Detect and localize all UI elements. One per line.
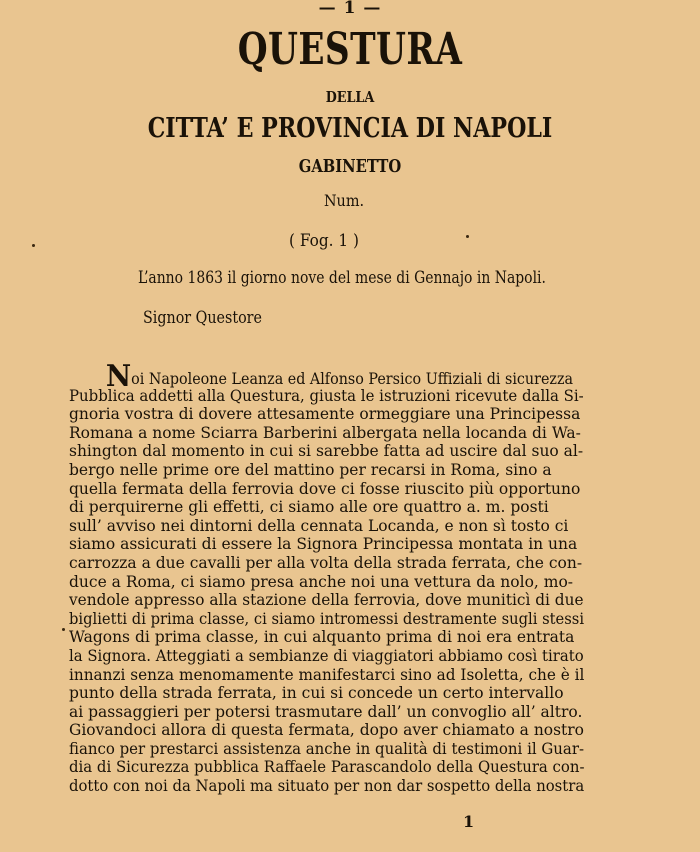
body-line: shington dal momento in cui si sarebbe fatta ad uscire dal suo al- bbox=[69, 442, 584, 461]
office-heading: GABINETTO bbox=[298, 156, 402, 177]
paper-speck bbox=[62, 628, 65, 631]
document-title: QUESTURA bbox=[237, 24, 463, 75]
body-line: la Signora. Atteggiati a sembianze di viaggiatori abbiamo così tirato bbox=[69, 646, 584, 665]
body-line: punto della strada ferrata, in cui si concede un certo intervallo bbox=[69, 684, 564, 703]
body-line: sull’ avviso nei dintorni della cennata Locanda, e non sì tosto ci bbox=[69, 516, 569, 535]
body-line: di perquirerne gli effetti, ci siamo alle ore quattro a. m. posti bbox=[69, 498, 549, 517]
signature-number: 1 bbox=[463, 812, 475, 831]
body-line: fianco per prestarci assistenza anche in qualità di testimoni il Guar- bbox=[69, 739, 585, 758]
page-number: — 1 — bbox=[318, 0, 382, 18]
body-line: Noi Napoleone Leanza ed Alfonso Persico Uffiziali di sicurezza bbox=[105, 359, 574, 394]
city-heading: CITTA’ E PROVINCIA DI NAPOLI bbox=[147, 113, 553, 144]
body-line: dia di Sicurezza pubblica Raffaele Parascandolo della Questura con- bbox=[69, 758, 585, 777]
salutation: Signor Questore bbox=[143, 308, 262, 328]
fog-label: ( Fog. 1 ) bbox=[289, 231, 359, 251]
body-line: ai passaggieri per potersi trasmutare dall’ un convoglio all’ altro. bbox=[69, 702, 583, 721]
body-line: innanzi senza menomamente manifestarci sino ad Isoletta, che è il bbox=[69, 665, 585, 684]
body-line: Romana a nome Sciarra Barberini albergata nella locanda di Wa- bbox=[69, 423, 581, 442]
body-line: bergo nelle prime ore del mattino per recarsi in Roma, sino a bbox=[69, 460, 552, 479]
body-line: quella fermata della ferrovia dove ci fosse riuscito più opportuno bbox=[69, 479, 581, 498]
body-line: dotto con noi da Napoli ma situato per non dar sospetto della nostra bbox=[69, 777, 585, 796]
body-line: biglietti di prima classe, ci siamo intromessi destramente sugli stessi bbox=[69, 609, 585, 628]
paper-speck bbox=[32, 244, 35, 247]
body-line: gnoria vostra di dovere attesamente ormeggiare una Principessa bbox=[69, 405, 581, 424]
num-label: Num. bbox=[323, 191, 365, 210]
body-text bbox=[69, 359, 585, 796]
body-line: carrozza a due cavalli per alla volta della strada ferrata, che con- bbox=[69, 553, 583, 572]
body-line: siamo assicurati di essere la Signora Principessa montata in una bbox=[69, 535, 578, 554]
paper-speck bbox=[466, 235, 469, 238]
body-line: Giovandoci allora di questa fermata, dopo aver chiamato a nostro bbox=[69, 721, 584, 740]
body-line: vendole appresso alla stazione della ferrovia, dove muniticì di due bbox=[69, 591, 584, 610]
dateline: L’anno 1863 il giorno nove del mese di Gennajo in Napoli. bbox=[138, 268, 546, 288]
title-della: DELLA bbox=[325, 88, 375, 106]
body-line: Pubblica addetti alla Questura, giusta le istruzioni ricevute dalla Si- bbox=[69, 386, 584, 405]
drop-cap: N bbox=[105, 359, 132, 394]
body-line: duce a Roma, ci siamo presa anche noi una vettura da nolo, mo- bbox=[69, 572, 574, 591]
body-line: Wagons di prima classe, in cui alquanto prima di noi era entrata bbox=[69, 628, 575, 647]
